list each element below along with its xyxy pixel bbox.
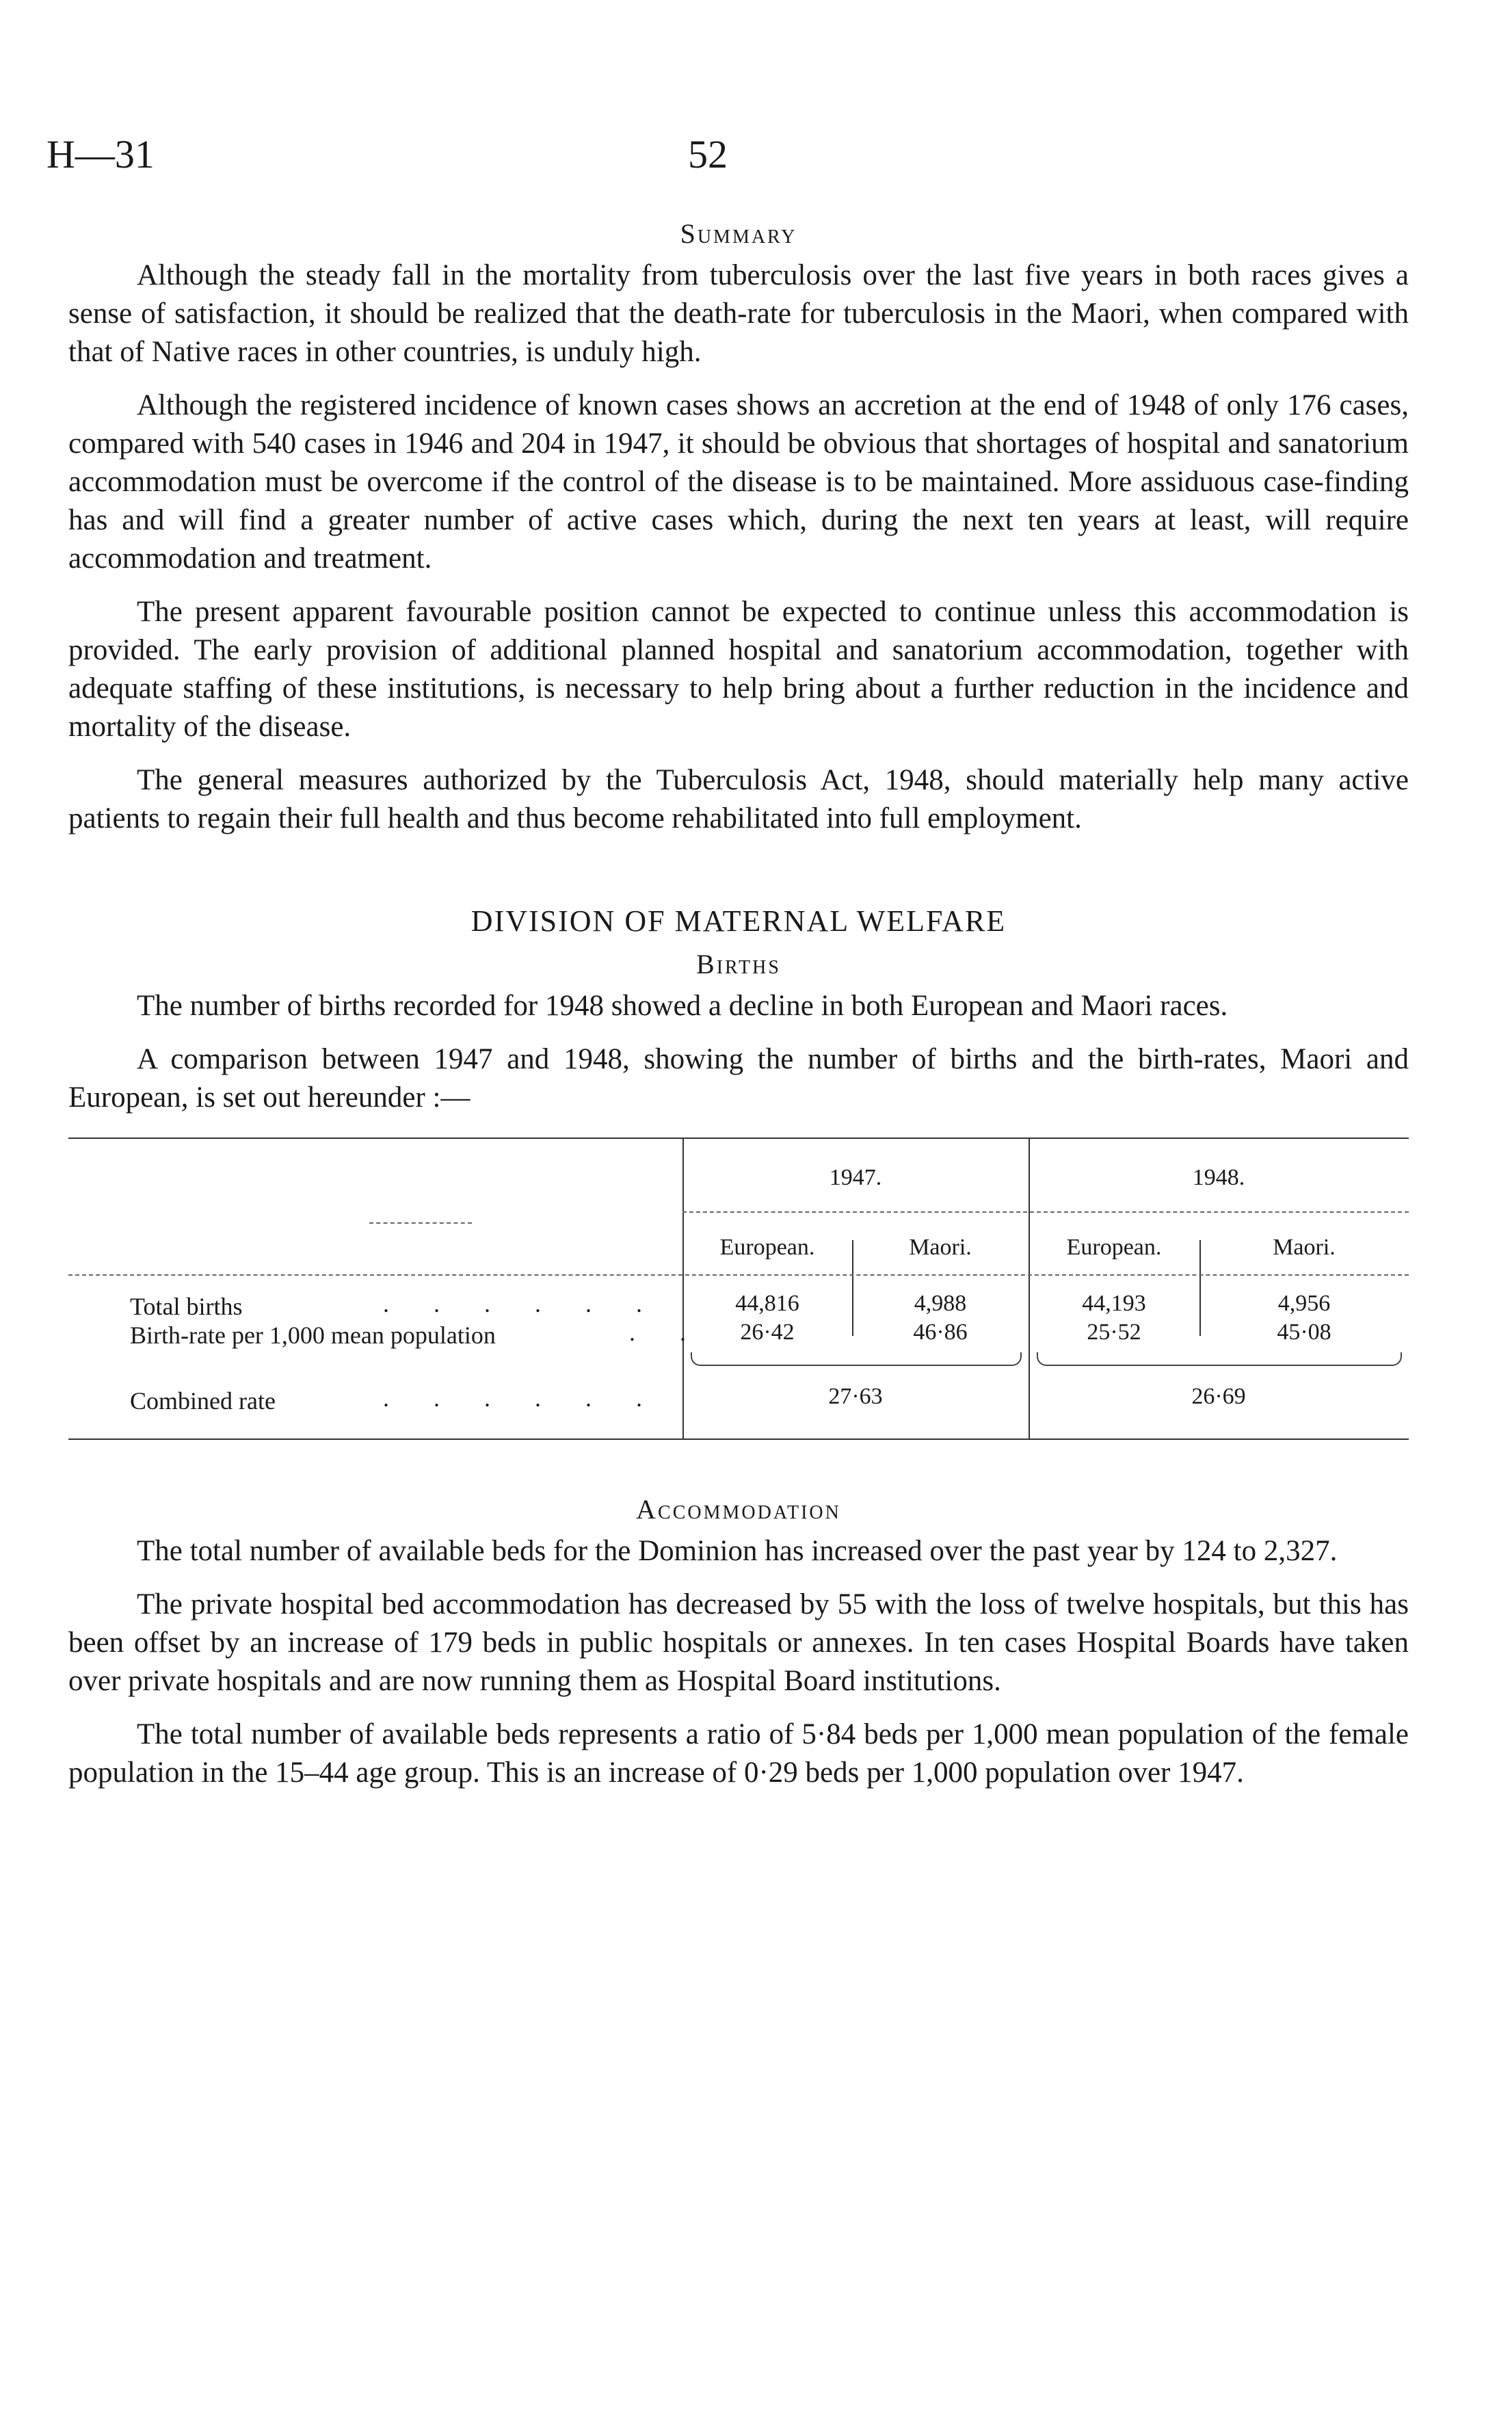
accommodation-paragraph: The total number of available beds represents a ratio of 5·84 beds per 1,000 mean population of the female population in the 15–44 age group. This is an increase of 0·29 beds per 1,000 population over 1947. xyxy=(68,1718,1409,1789)
leader-dots: . . . . . . xyxy=(383,1290,661,1317)
summary-paragraph: The present apparent favourable position cannot be expected to continue unless this accommodation is provided. The early provision of additional planned hospital and sanatorium accommodation, together with adequate staffing of these institutions, is necessary to help bring about a further reduction in the incidence and mortality of the disease. xyxy=(68,596,1409,743)
table-cell: 4,988 xyxy=(914,1291,967,1316)
col-european-1948: European. xyxy=(1066,1235,1162,1260)
table-bottom-rule xyxy=(68,1438,1409,1440)
page-number: 52 xyxy=(688,132,728,176)
combined-rate-1948: 26·69 xyxy=(1191,1384,1246,1409)
table-cell: 25·52 xyxy=(1087,1319,1141,1345)
row-label-birth-rate: Birth-rate per 1,000 mean population xyxy=(130,1322,496,1349)
summary-paragraph: Although the registered incidence of known cases shows an accretion at the end of 1948 of only 176 cases, compared with 540 cases in 1946 and 204 in 1947, it should be obvious that shortages of hospital and sanatorium accommodation must be overcome if the control of the disease is to be maintained. More assiduous case-finding has and will find a greater number of active cases which, during the next ten years at least, will require accommodation and treatment. xyxy=(68,389,1409,575)
births-table xyxy=(68,1138,1409,1452)
births-paragraph: A comparison between 1947 and 1948, showing the number of births and the birth-rates, Maori and European, is set out hereunder :— xyxy=(68,1043,1409,1114)
combined-rate-1947: 27·63 xyxy=(828,1384,883,1409)
summary-heading: Summary xyxy=(680,218,797,249)
accommodation-paragraph: The private hospital bed accommodation has decreased by 55 with the loss of twelve hospitals, but this has been offset by an increase of 179 beds in public hospitals or annexes. In ten cases Hospital Boards have taken over private hospitals and are now running them as Hospital Board institutions. xyxy=(68,1588,1409,1697)
page-content xyxy=(68,218,1409,1807)
table-cell: 45·08 xyxy=(1277,1319,1331,1345)
row-label-combined-rate: Combined rate xyxy=(130,1387,276,1415)
header-separator xyxy=(682,1211,1409,1213)
table-cell: 44,193 xyxy=(1082,1291,1146,1316)
summary-paragraph: The general measures authorized by the Tuberculosis Act, 1948, should materially help many active patients to regain their full health and thus become rehabilitated into full employment. xyxy=(68,764,1409,835)
accommodation-heading: Accommodation xyxy=(636,1494,841,1525)
births-heading: Births xyxy=(696,949,781,980)
document-reference: H—31 xyxy=(47,132,155,176)
year-header-1947: 1947. xyxy=(829,1165,882,1190)
combined-brace-1947 xyxy=(691,1352,1022,1366)
table-cell: 26·42 xyxy=(740,1319,795,1345)
row-label-total-births: Total births xyxy=(130,1293,243,1320)
summary-paragraph: Although the steady fall in the mortality from tuberculosis over the last five years in both races gives a sense of satisfaction, it should be realized that the death-rate for tuberculosis in the Maori, when compared with that of Native races in other countries, is unduly high. xyxy=(68,259,1409,368)
table-cell: 46·86 xyxy=(913,1319,968,1345)
leader-dots: . . . . . . xyxy=(383,1384,661,1412)
year-header-1948: 1948. xyxy=(1192,1165,1245,1190)
table-cell: 4,956 xyxy=(1277,1291,1331,1316)
col-maori-1947: Maori. xyxy=(909,1235,972,1260)
col-maori-1948: Maori. xyxy=(1273,1235,1336,1260)
births-paragraph: The number of births recorded for 1948 showed a decline in both European and Maori races. xyxy=(137,990,1228,1022)
column-header-separator xyxy=(68,1274,1409,1276)
table-top-rule xyxy=(68,1138,1409,1139)
table-cell: 44,816 xyxy=(735,1291,799,1316)
accommodation-paragraph: The total number of available beds for the Dominion has increased over the past year by 124 to 2,327. xyxy=(137,1535,1338,1567)
stub-dash xyxy=(369,1222,472,1224)
col-european-1947: European. xyxy=(719,1235,815,1260)
division-title: DIVISION OF MATERNAL WELFARE xyxy=(470,904,1007,938)
combined-brace-1948 xyxy=(1037,1352,1402,1366)
leader-dots: . . xyxy=(629,1319,705,1346)
